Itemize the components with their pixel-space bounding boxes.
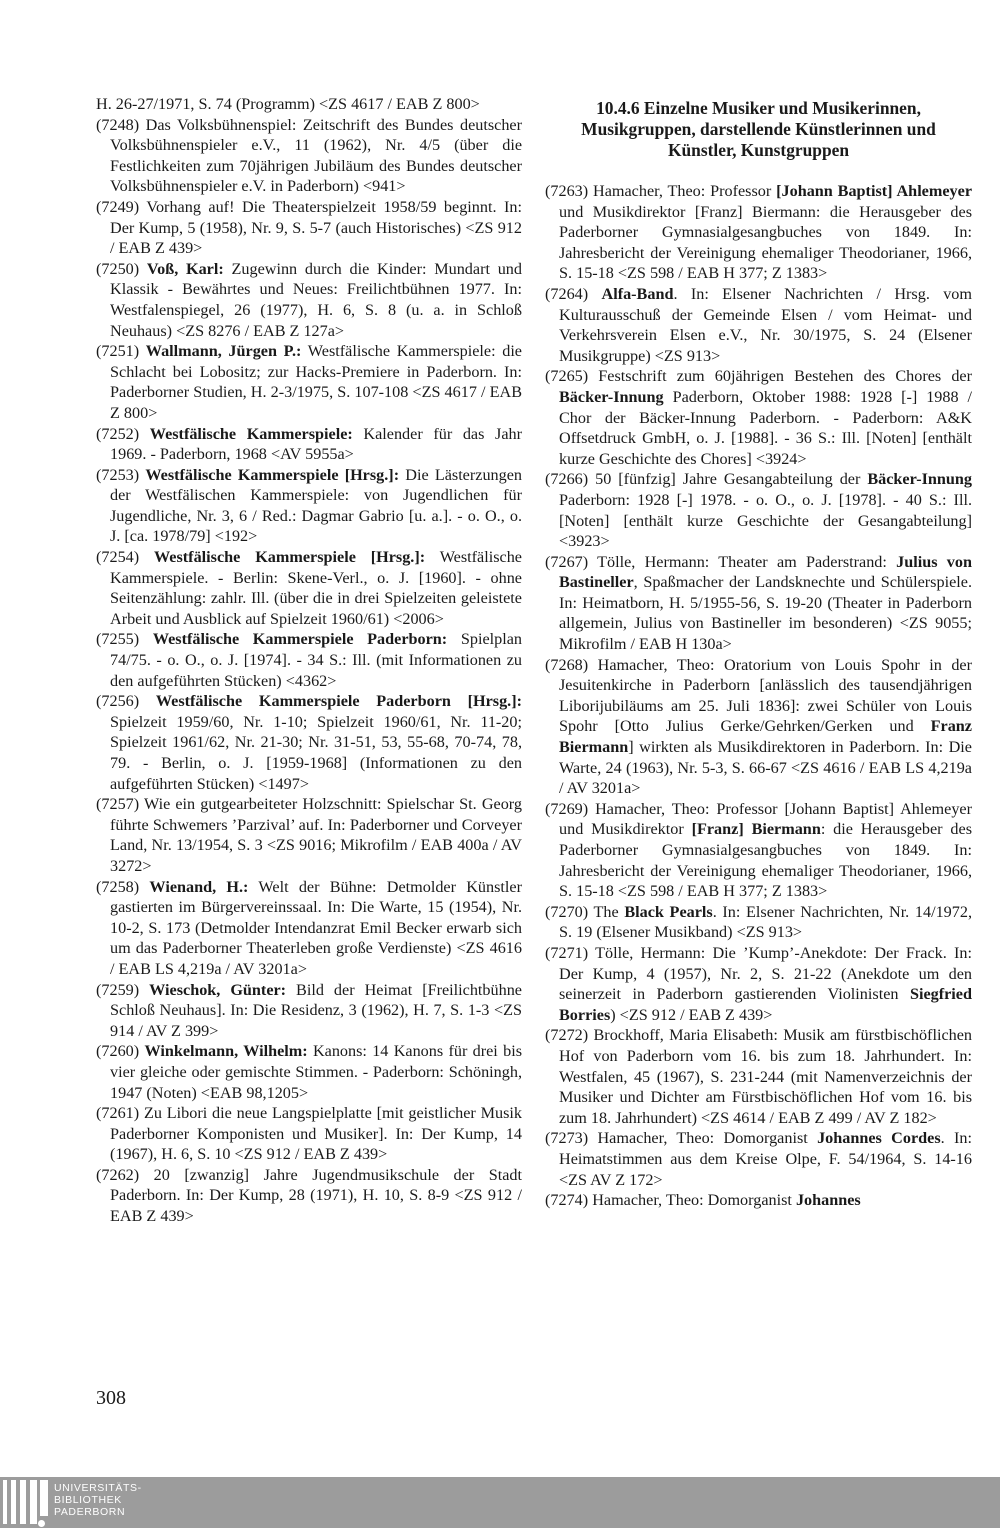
entry-text: . In: Heimatstimmen aus dem Kreise Olpe, F. 54/1964, S. 14-16 <ZS AV Z 172>: [559, 1129, 972, 1189]
entry-bold-text: Westfälische Kammerspiele [Hrsg.]:: [154, 548, 426, 567]
bibliography-entry: [96, 980, 522, 1042]
entry-bold-text: Bäcker-Innung: [559, 387, 664, 406]
entry-bold-text: Westfälische Kammerspiele [Hrsg.]:: [145, 465, 400, 484]
logo-dot: [38, 1520, 45, 1527]
bibliography-entry: [545, 655, 972, 799]
entry-text: Zugewinn durch die Kinder: Mundart und Klassik - Bewährtes und Neues: Freilichtbühnen 1977. In: Westfalenspiegel, 26 (1977), H. 6, S. 8 (u. a. in Schloß Neuhaus) <ZS 8276 / EAB Z 127a>: [110, 259, 522, 340]
entry-text: Westfälische Kammerspiele: die Schlacht bei Lobositz; zur Hacks-Premiere in Paderborn. In: Paderborner Studien, H. 2-3/1975, S. 107-108 <ZS 4617 / EAB Z 800>: [110, 342, 522, 422]
entry-text: , Spaßmacher der Landsknechte und Schülerspiele. In: Heimatborn, H. 5/1955-56, S. 19-20 (Theater in Paderborn allgemein, Julius von Bastineller im besonderen) <ZS 9055; Mikrofilm / EAB H 130a>: [559, 573, 972, 654]
bibliography-entry: [96, 691, 522, 794]
entry-bold-text: Johannes: [795, 1191, 861, 1210]
entry-text: Die Lästerzungen der Westfälischen Kammerspiele: von Jugendlichen für Jugendliche, Nr. 3, 6 / Red.: Dagmar Gabrio [u. a.]. - o. O., o. J. [ca. 1978/79] <192>: [110, 465, 523, 546]
entry-text: (7250): [96, 259, 147, 278]
entry-text: (7256): [96, 692, 156, 711]
entry-text: (7261) Zu Libori die neue Langspielplatte [mit geistlicher Musik Paderborner Komponisten und Musiker]. In: Der Kump, 14 (1967), H. 6, S. 10 <ZS 912 / EAB Z 439>: [96, 1104, 522, 1164]
library-name: [54, 1482, 142, 1518]
entry-text: (7273) Hamacher, Theo: Domorganist: [545, 1129, 818, 1148]
entry-text: (7259): [96, 980, 150, 999]
entry-text: (7274) Hamacher, Theo: Domorganist: [545, 1191, 796, 1210]
library-name-line2: BIBLIOTHEK: [54, 1494, 122, 1506]
bibliography-entry: [545, 1190, 972, 1211]
entry-bold-text: Wieschok, Günter:: [149, 980, 287, 999]
entry-bold-text: Franz Biermann: [559, 717, 972, 757]
entry-bold-text: Westfälische Kammerspiele:: [149, 424, 353, 443]
right-column: [545, 94, 972, 1211]
entry-text: und Musikdirektor [Franz] Biermann: die Herausgeber des Paderborner Gymnasialgesangbuches von 1849. In: Jahresbericht der Vereinigung ehemaliger Theodorianer, 1966, S. 15-18 <ZS 598 / EAB H 377; Z 1383>: [559, 202, 972, 283]
entry-text: (7258): [96, 877, 150, 896]
bibliography-entry: [545, 1025, 972, 1128]
entry-text: ) <ZS 912 / EAB Z 439>: [610, 1005, 773, 1024]
entry-text: H. 26-27/1971, S. 74 (Programm) <ZS 4617 / EAB Z 800>: [96, 95, 480, 113]
bibliography-entry: [96, 794, 522, 876]
entry-text: Spielplan 74/75. - o. O., o. J. [1974]. - 34 S.: Ill. (mit Informationen zu den aufgeführten Stücken) <4362>: [110, 630, 522, 690]
entry-text: (7263) Hamacher, Theo: Professor: [545, 182, 777, 200]
bibliography-entry: [96, 465, 522, 547]
entry-bold-text: Black Pearls: [624, 902, 713, 921]
bibliography-entry: [545, 366, 972, 469]
section-title: 10.4.6 Einzelne Musiker und Musikerinnen, Musikgruppen, darstellende Künstlerinnen und Künstler, Kunstgruppen: [581, 98, 936, 160]
bibliography-entry: [96, 424, 522, 465]
entry-text: (7270) The: [545, 902, 625, 921]
entry-text: (7266) 50 [fünfzig] Jahre Gesangabteilung der: [545, 470, 868, 489]
entry-text: (7249) Vorhang auf! Die Theaterspielzeit 1958/59 beginnt. In: Der Kump, 5 (1958), Nr. 9, S. 5-7 (auch Historisches) <ZS 912 / EAB Z 439>: [96, 197, 522, 258]
bibliography-entry: [545, 799, 972, 902]
entry-bold-text: Johannes Cordes: [817, 1129, 941, 1148]
bibliography-entry: [96, 94, 522, 115]
entry-bold-text: Bäcker-Innung: [867, 470, 972, 489]
bibliography-entry: [96, 629, 522, 691]
entry-bold-text: Westfälische Kammerspiele Paderborn:: [152, 630, 448, 649]
entry-text: Spielzeit 1959/60, Nr. 1-10; Spielzeit 1960/61, Nr. 11-20; Spielzeit 1961/62, Nr. 21-30; Nr. 31-51, 53, 55-68, 70-74, 78, 79. - Berlin, o. J. [1959-1968] (Informationen zu den aufgeführten Stücken) <1497>: [110, 712, 522, 793]
entry-bold-text: Alfa-Band: [601, 284, 674, 303]
entry-text: (7262) 20 [zwanzig] Jahre Jugendmusikschule der Stadt Paderborn. In: Der Kump, 28 (1971), H. 10, S. 8-9 <ZS 912 / EAB Z 439>: [96, 1165, 522, 1226]
entry-text: (7254): [96, 548, 155, 567]
right-entries: [545, 181, 972, 1211]
entry-text: Kanons: 14 Kanons für drei bis vier gleiche oder gemischte Stimmen. - Paderborn: Schöningh, 1947 (Noten) <EAB 98,1205>: [110, 1042, 522, 1102]
entry-bold-text: Winkelmann, Wilhelm:: [144, 1042, 308, 1061]
entry-text: . In: Elsener Nachrichten, Nr. 14/1972, S. 19 (Elsener Musikband) <ZS 913>: [559, 902, 972, 942]
entry-bold-text: Wallmann, Jürgen P.:: [145, 342, 302, 361]
entry-bold-text: Voß, Karl:: [146, 259, 224, 278]
page-number: 308: [96, 1387, 126, 1409]
entry-text: (7248) Das Volksbühnenspiel: Zeitschrift des Bundes deutscher Volksbühnenspieler e.V., 11 (1962), Nr. 4/5 (über die Festlichkeiten zum 70jährigen Jubiläum des Bundes deutscher Volksbühnenspieler e.V. in Paderborn) <941>: [96, 115, 522, 196]
bibliography-entry: [545, 181, 972, 284]
entry-text: . In: Elsener Nachrichten / Hrsg. vom Kulturausschuß der Gemeinde Elsen / vom Heimat- und Verkehrsverein Elsen e.V., Nr. 30/1975, S. 24 (Elsener Musikgruppe) <ZS 913>: [559, 284, 972, 365]
bibliography-entry: [96, 1041, 522, 1103]
entry-text: Westfälische Kammerspiele. - Berlin: Skene-Verl., o. J. [1960]. - ohne Seitenzählung: zahlr. Ill. (über die in drei Spielzeiten geleistete Arbeit und Ausblick auf Spielzeit 1960/61) <2006>: [110, 548, 522, 628]
entry-text: (7257) Wie ein gutgearbeiteter Holzschnitt: Spielschar St. Georg führte Schwemers ’Parzival’ auf. In: Paderborner und Corveyer Land, Nr. 13/1954, S. 3 <ZS 9016; Mikrofilm / EAB 400a / AV 3272>: [96, 795, 522, 875]
entry-text: Bild der Heimat [Freilichtbühne Schloß Neuhaus]. In: Die Residenz, 3 (1962), H. 7, S. 1-3 <ZS 914 / AV Z 399>: [110, 980, 522, 1040]
entry-text: (7269) Hamacher, Theo: Professor [Johann Baptist] Ahlemeyer und Musikdirektor: [545, 799, 972, 839]
entry-text: (7253): [96, 465, 146, 484]
entry-text: Welt der Bühne: Detmolder Künstler gastierten im Bürgervereinssaal. In: Die Warte, 15 (1954), Nr. 10-2, S. 173 (Detmolder Intendanzrat Emil Becker erwarb sich um das Paderborner Theaterleben große Verdienste) <ZS 4616 / EAB LS 4,219a / AV 3201a>: [110, 877, 522, 978]
entry-text: (7260): [96, 1042, 145, 1061]
entry-bold-text: Siegfried Borries: [559, 985, 972, 1024]
entry-text: Paderborn: 1928 [-] 1978. - o. O., o. J. [1978]. - 40 S.: Ill. [Noten] [enthält kurze Geschichte der Gesangabteilung] <3923>: [559, 490, 972, 551]
entry-bold-text: Wienand, H.:: [149, 877, 249, 896]
left-column: [96, 94, 522, 1227]
bibliography-entry: [96, 115, 522, 197]
entry-text: (7264): [545, 284, 602, 303]
library-name-line1: UNIVERSITÄTS-: [54, 1482, 142, 1494]
entry-bold-text: Julius von Bastineller: [559, 552, 972, 592]
entry-bold-text: Westfälische Kammerspiele Paderborn [Hrsg.]:: [155, 692, 522, 711]
entry-bold-text: [Johann Baptist] Ahlemeyer: [776, 182, 973, 200]
entry-text: (7252): [96, 424, 150, 443]
bibliography-entry: [545, 902, 972, 943]
bibliography-entry: [545, 1128, 972, 1190]
bibliography-entry: [96, 1165, 522, 1227]
bibliography-entry: [96, 259, 522, 341]
bibliography-entry: [545, 552, 972, 655]
bibliography-entry: [545, 943, 972, 1025]
entry-text: (7272) Brockhoff, Maria Elisabeth: Musik am fürstbischöflichen Hof von Paderborn vom 16. bis zum 18. Jahrhundert. In: Westfalen, 45 (1967), S. 231-244 (mit Namenverzeichnis der Musiker und Dichter am Fürstbischöflichen Hof vom 16. bis zum 18. Jahrhundert) <ZS 4614 / EAB Z 499 / AV Z 182>: [545, 1026, 972, 1127]
bibliography-entry: [545, 284, 972, 366]
bibliography-entry: [96, 547, 522, 629]
library-footer: [0, 1477, 1000, 1528]
entry-text: (7265) Festschrift zum 60jährigen Bestehen des Chores der: [545, 367, 972, 386]
entry-text: (7267) Tölle, Hermann: Theater am Paderstrand:: [545, 552, 897, 571]
bibliography-entry: [96, 197, 522, 259]
entry-text: (7268) Hamacher, Theo: Oratorium von Louis Spohr in der Jesuitenkirche in Paderborn [anlässlich des tausendjährigen Liborijubiläums am 25. Juli 1836]: zwei Schüler von Louis Spohr [Otto Julius Gerke/Gehrken/Gerken und: [545, 655, 972, 736]
bibliography-entry: [96, 877, 522, 980]
entry-text: Paderborn, Oktober 1988: 1928 [-] 1988 / Chor der Bäcker-Innung Paderborn. - Paderborn: A&K Offsetdruck GmbH, o. J. [1988]. - 36 S.: Ill. [Noten] [enthält kurze Geschichte des Chores] <3924>: [559, 387, 972, 468]
bibliography-entry: [545, 469, 972, 551]
entry-text: ] wirkten als Musikdirektoren in Paderborn. In: Die Warte, 24 (1963), Nr. 5-3, S. 66-67 <ZS 4616 / EAB LS 4,219a / AV 3201a>: [559, 738, 972, 798]
library-name-line3: PADERBORN: [54, 1506, 126, 1518]
entry-text: (7251): [96, 342, 146, 361]
entry-bold-text: [Franz] Biermann: [691, 820, 821, 839]
entry-text: (7255): [96, 630, 153, 649]
entry-text: (7271) Tölle, Hermann: Die ’Kump’-Anekdote: Der Frack. In: Der Kump, 4 (1957), Nr. 2, S. 21-22 (Anekdote um den seinerzeit in Paderborn gastierenden Violinisten: [545, 943, 972, 1004]
bibliography-entry: [96, 341, 522, 423]
entry-text: Kalender für das Jahr 1969. - Paderborn, 1968 <AV 5955a>: [110, 424, 522, 464]
entry-text: : die Herausgeber des Paderborner Gymnasialgesangbuches von 1849. In: Jahresbericht der Vereinigung ehemaliger Theodorianer, 1966, S. 15-18 <ZS 598 / EAB H 377; Z 1383>: [559, 820, 972, 901]
bibliography-entry: [96, 1103, 522, 1165]
